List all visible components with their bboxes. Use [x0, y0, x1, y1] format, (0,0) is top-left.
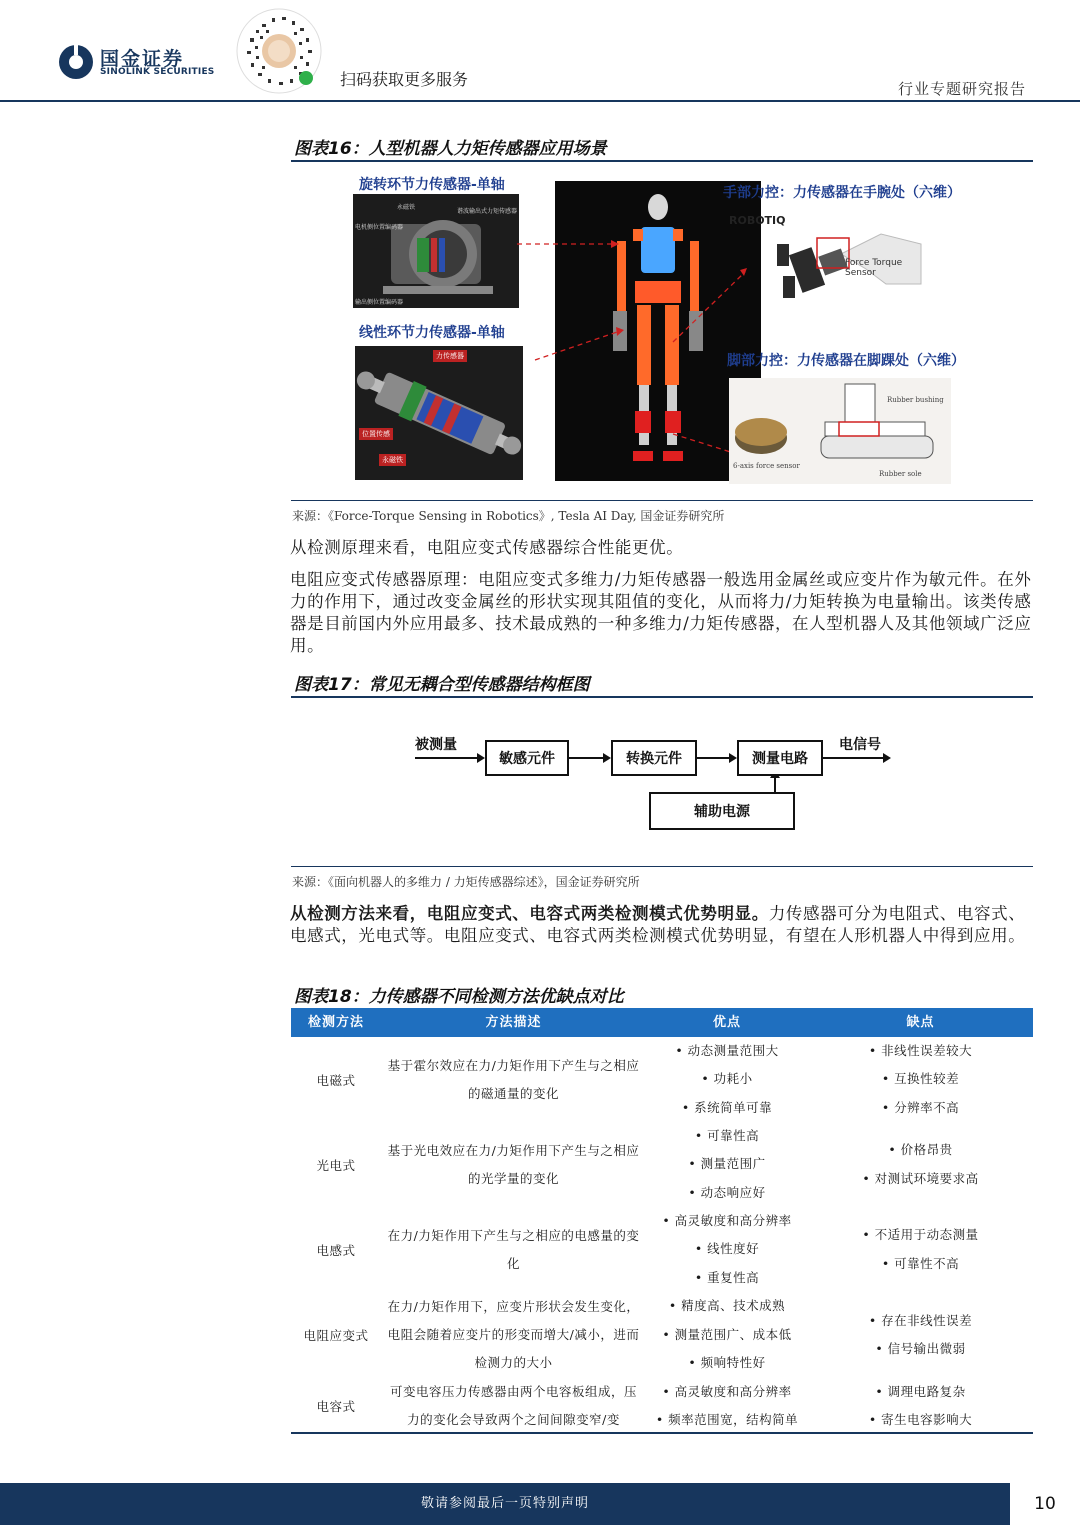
pro-item: • 高灵敏度和高分辨率	[662, 1212, 792, 1228]
diagram-input-label: 被测量	[415, 737, 457, 753]
table-header-cons: 缺点	[906, 1015, 935, 1030]
linear-label-0: 力传感器	[433, 350, 467, 362]
cell-cons	[808, 1037, 1033, 1122]
cell-method: 电磁式	[316, 1072, 356, 1088]
pro-item: • 系统简单可靠	[681, 1099, 773, 1115]
cell-cons	[808, 1207, 1033, 1292]
figure-16-bottom-rule	[291, 500, 1033, 501]
robotiq-brand: ROBOTIQ	[729, 214, 786, 227]
linear-label-2: 永磁铁	[379, 454, 406, 466]
con-item: • 价格昂贵	[888, 1142, 953, 1158]
pro-item: • 测量范围广、成本低	[662, 1326, 792, 1342]
con-item: • 寄生电容影响大	[868, 1412, 973, 1427]
con-item: • 存在非线性误差	[868, 1312, 973, 1328]
header-divider	[0, 100, 1080, 102]
cell-description: 基于光电效应在力/力矩作用下产生与之相应的光学量的变化	[387, 1142, 640, 1186]
pro-item: • 测量范围广	[688, 1156, 766, 1172]
logo-english-name: SINOLINK SECURITIES	[100, 67, 215, 77]
foot-label-2: Rubber sole	[879, 470, 922, 478]
cell-method: 光电式	[316, 1157, 356, 1173]
cell-method: 电阻应变式	[303, 1328, 369, 1343]
foot-label-1: 6-axis force sensor	[733, 462, 800, 470]
con-item: • 分辨率不高	[881, 1099, 960, 1115]
pro-item: • 线性度好	[694, 1241, 760, 1257]
cell-cons	[808, 1378, 1033, 1434]
con-item: • 可靠性不高	[881, 1255, 960, 1271]
rotary-label-1: 电机侧位置编码器	[355, 224, 404, 231]
figure-16-source: 来源：《Force-Torque Sensing in Robotics》, Tesla AI Day, 国金证券研究所	[292, 509, 725, 523]
con-item: • 信号输出微弱	[875, 1341, 966, 1356]
cell-cons	[808, 1292, 1033, 1378]
rotary-label-3: 输出侧位置编码器	[355, 299, 404, 306]
cell-description: 在力/力矩作用下，应变片形状会发生变化，电阻会随着应变片的形变而增大/减小，进而检测力的大小	[387, 1299, 640, 1370]
table-header-description: 方法描述	[485, 1015, 542, 1030]
report-type: 行业专题研究报告	[897, 80, 1026, 98]
figure-17-source: 来源：《面向机器人的多维力 / 力矩传感器综述》，国金证券研究所	[292, 875, 640, 889]
table-row	[291, 1122, 1033, 1207]
block-diagram-arrows	[291, 700, 1033, 864]
panel-title-hand: 手部力控：力传感器在手腕处（六维）	[723, 185, 961, 201]
con-item: • 对测试环境要求高	[862, 1170, 979, 1186]
rotary-label-0: 永磁铁	[397, 204, 416, 211]
cell-pros	[646, 1292, 808, 1378]
panel-title-rotary: 旋转环节力传感器-单轴	[359, 177, 505, 193]
cell-method: 电容式	[316, 1399, 356, 1414]
pro-item: • 重复性高	[694, 1269, 760, 1285]
cell-pros	[646, 1037, 808, 1122]
cell-pros	[646, 1122, 808, 1207]
cell-pros	[646, 1207, 808, 1292]
cell-description: 在力/力矩作用下产生与之相应的电感量的变化	[387, 1227, 640, 1271]
foot-sensor-photo	[729, 378, 951, 484]
figure-17-bottom-rule	[291, 866, 1033, 867]
pro-item: • 高灵敏度和高分辨率	[662, 1383, 792, 1399]
pro-item: • 动态响应好	[688, 1184, 766, 1200]
paragraph-strain-gauge-principle: 电阻应变式传感器原理：电阻应变式多维力/力矩传感器一般选用金属丝或应变片作为敏元件。在外力的作用下，通过改变金属丝的形状实现其阻值的变化，从而将力/力矩转换为电量输出。该类传感器是目前国内外应用最多、技术最成熟的一种多维力/力矩传感器，在人型机器人及其他领域广泛应用。	[290, 570, 1032, 655]
diagram-output-label: 电信号	[839, 737, 881, 753]
panel-title-linear: 线性环节力传感器-单轴	[359, 325, 505, 341]
foot-label-0: Rubber bushing	[887, 396, 944, 404]
linear-label-1: 位置传感	[359, 428, 393, 440]
diagram-block-measuring-circuit: 测量电路	[737, 740, 823, 776]
pro-item: • 功耗小	[701, 1071, 753, 1087]
table-header-row	[291, 1008, 1033, 1037]
panel-title-foot: 脚部力控：力传感器在脚踝处（六维）	[727, 353, 965, 369]
cell-description: 可变电容压力传感器由两个电容板组成，压力的变化会导致两个之间间隙变窄/变	[389, 1384, 637, 1427]
table-row	[291, 1292, 1033, 1378]
page-header	[0, 0, 1080, 102]
rotary-label-2: 谐波输出式力矩传感器	[457, 208, 518, 215]
pro-item: • 频响特性好	[688, 1355, 766, 1371]
figure-16-image	[291, 164, 1033, 498]
con-item: • 调理电路复杂	[875, 1383, 966, 1399]
paragraph-principle-summary: 从检测原理来看，电阻应变式传感器综合性能更优。	[290, 538, 684, 557]
diagram-block-conversion-element: 转换元件	[611, 740, 697, 776]
con-item: • 非线性误差较大	[868, 1042, 973, 1058]
figure-18-title: 图表18：力传感器不同检测方法优缺点对比	[294, 987, 624, 1007]
table-bottom-rule	[291, 1432, 1033, 1434]
cell-method: 电感式	[316, 1242, 356, 1258]
diagram-block-auxiliary-power: 辅助电源	[649, 792, 795, 830]
cell-description: 基于霍尔效应在力/力矩作用下产生与之相应的磁通量的变化	[387, 1057, 640, 1101]
pro-item: • 可靠性高	[694, 1127, 760, 1143]
force-torque-sensor-label: Force Torque Sensor	[845, 258, 903, 278]
paragraph-detection-methods-body: 力传感器可分为电阻式、电容式、电感式，光电式等。电阻应变式、电容式两类检测模式优势明显，有望在人形机器人中得到应用。	[290, 904, 1026, 945]
table-row	[291, 1207, 1033, 1292]
diagram-block-sensing-element: 敏感元件	[485, 740, 569, 776]
pro-item: • 频率范围宽，结构简单	[655, 1412, 799, 1427]
figure-16-title: 图表16：人型机器人力矩传感器应用场景	[294, 139, 607, 159]
cell-cons	[808, 1122, 1033, 1207]
logo-chinese-name: 国金证券	[100, 48, 185, 70]
cell-pros	[646, 1378, 808, 1434]
pro-item: • 动态测量范围大	[675, 1042, 779, 1058]
figure-17-top-rule	[291, 696, 1033, 698]
table-row	[291, 1037, 1033, 1122]
page-number: 10	[1034, 1494, 1056, 1514]
table-row	[291, 1378, 1033, 1434]
figure-17-title: 图表17：常见无耦合型传感器结构框图	[294, 675, 590, 695]
figure-16-top-rule	[291, 160, 1033, 162]
table-header-pros: 优点	[712, 1015, 741, 1030]
pro-item: • 精度高、技术成熟	[668, 1298, 786, 1314]
paragraph-detection-methods-lead: 从检测方法来看，电阻应变式、电容式两类检测模式优势明显。	[290, 904, 769, 923]
footer-disclaimer[interactable]: 敬请参阅最后一页特别声明	[420, 1496, 589, 1511]
sinolink-logo-icon	[58, 44, 94, 80]
qr-caption: 扫码获取更多服务	[340, 70, 469, 89]
table-header-method: 检测方法	[307, 1015, 364, 1030]
con-item: • 互换性较差	[881, 1071, 960, 1087]
paragraph-detection-methods	[290, 903, 1034, 947]
qr-code-icon[interactable]	[236, 8, 322, 94]
con-item: • 不适用于动态测量	[862, 1227, 979, 1243]
sensor-block-diagram	[291, 700, 1033, 864]
